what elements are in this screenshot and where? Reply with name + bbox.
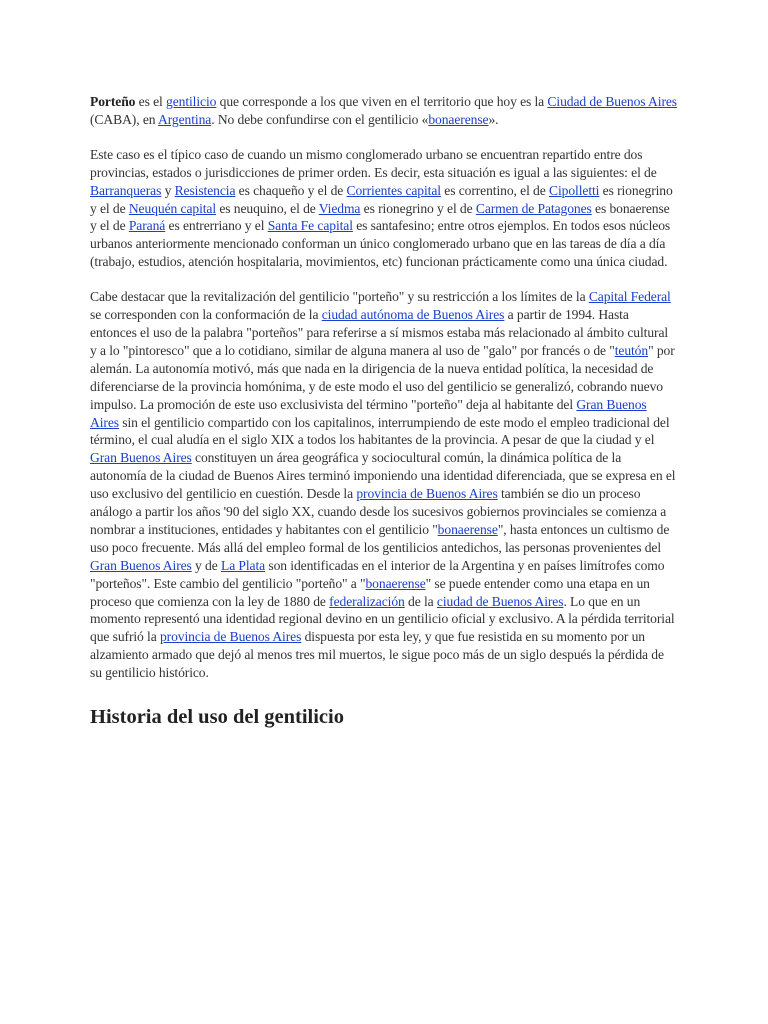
paragraph-intro	[90, 93, 678, 129]
link-bonaerense[interactable]: bonaerense	[428, 111, 489, 127]
text-run: se corresponden con la conformación de la	[90, 307, 322, 323]
link-cipolletti[interactable]: Cipolletti	[549, 182, 600, 198]
link-gran-buenos-aires[interactable]: Gran Buenos Aires	[90, 450, 192, 466]
text-run: (CABA), en	[90, 111, 158, 127]
link-ciudad-autonoma-de-buenos-aires[interactable]: ciudad autónoma de Buenos Aires	[321, 307, 505, 323]
link-argentina[interactable]: Argentina	[158, 111, 212, 127]
link-ciudad-de-buenos-aires[interactable]: Ciudad de Buenos Aires	[547, 94, 677, 109]
link-corrientes-capital[interactable]: Corrientes capital	[346, 182, 441, 198]
text-run: que corresponde a los que viven en el territorio que hoy es la	[216, 94, 548, 109]
link-bonaerense[interactable]: bonaerense	[437, 521, 498, 537]
text-run: es correntino, el de	[440, 182, 549, 198]
link-capital-federal[interactable]: Capital Federal	[588, 289, 671, 305]
text-run: sin el gentilicio compartido con los capitalinos, interrumpiendo de este modo el empleo tradicional del término, el cual aludía en el siglo XIX a todos los habitantes de la provincia. A pesar de que la ciudad y el	[90, 414, 670, 448]
text-run: y	[161, 182, 175, 198]
text-run: " se puede entender como una etapa en un proceso que comienza con la ley de 1880 de	[90, 575, 650, 609]
link-gentilicio[interactable]: gentilicio	[166, 94, 217, 109]
text-run: ».	[488, 111, 499, 127]
link-federalizacion[interactable]: federalización	[329, 593, 405, 609]
text-run: es neuquino, el de	[216, 200, 319, 216]
text-run: a partir de 1994. Hasta entonces el uso de la palabra "porteños" para referirse a sí mismos estaba más relacionado al ámbito cultural y a lo "pintoresco" que a lo cotidiano, similar de alguna manera al uso de "galo" por francés o de "	[90, 307, 669, 358]
link-ciudad-de-buenos-aires[interactable]: ciudad de Buenos Aires	[436, 593, 564, 609]
text-run: de la	[404, 593, 437, 609]
paragraph-revitalization	[90, 288, 678, 682]
text-run: es el	[135, 94, 166, 109]
link-viedma[interactable]: Viedma	[318, 200, 361, 216]
bold-term: Porteño	[90, 94, 136, 109]
link-santa-fe-capital[interactable]: Santa Fe capital	[267, 218, 353, 234]
text-run: es entrerriano y el	[165, 218, 268, 234]
link-parana[interactable]: Paraná	[128, 218, 166, 234]
text-run: . Lo que en un momento representó una identidad regional devino en un gentilicio oficial y exclusivo. A la pérdida territorial que sufrió la	[90, 593, 675, 645]
link-gran-buenos-aires[interactable]: Gran Buenos Aires	[90, 396, 647, 430]
link-teuton[interactable]: teutón	[614, 342, 649, 358]
link-provincia-de-buenos-aires[interactable]: provincia de Buenos Aires	[356, 486, 498, 502]
text-run: es rionegrino y el de	[90, 182, 673, 216]
document-page	[90, 93, 678, 730]
link-gran-buenos-aires[interactable]: Gran Buenos Aires	[90, 557, 192, 573]
text-run: dispuesta por esta ley, y que fue resistida en su momento por un alzamiento armado que dejó al menos tres mil muertos, le sigue poco más de un siglo después la pérdida de su gentilicio histórico.	[90, 629, 664, 681]
paragraph-conglomerate	[90, 146, 678, 271]
text-run: también se dio un proceso análogo a partir los años '90 del siglo XX, cuando desde los sucesivos gobiernos provinciales se comienza a nombrar a instituciones, entidades y habitantes con el gentilicio "	[90, 486, 667, 537]
text-run: es rionegrino y el de	[360, 200, 476, 216]
text-run: constituyen un área geográfica y sociocultural común, la dinámica política de la autonomía de la ciudad de Buenos Aires terminó imponiendo una identidad diferenciada, que se expresa en el uso exclusivo del gentilicio en cuestión. Desde la	[90, 450, 676, 502]
link-provincia-de-buenos-aires[interactable]: provincia de Buenos Aires	[159, 629, 302, 645]
link-carmen-de-patagones[interactable]: Carmen de Patagones	[475, 200, 592, 216]
text-run: es santafesino; entre otros ejemplos. En todos esos núcleos urbanos anteriormente mencionado conforman un único conglomerado urbano que en las tareas de día a día (trabajo, estudios, atención hospitalaria, movimientos, etc) funcionan prácticamente como una única ciudad.	[90, 218, 671, 270]
text-run: . No debe confundirse con el gentilicio «	[211, 111, 429, 127]
text-run: Cabe destacar que la revitalización del gentilicio "porteño" y su restricción a los límites de la	[90, 289, 589, 305]
text-run: Este caso es el típico caso de cuando un mismo conglomerado urbano se encuentran repartido entre dos provincias, estados o jurisdicciones de primer orden. Es decir, esta situación es igual a las siguientes: el de	[90, 146, 657, 180]
link-resistencia[interactable]: Resistencia	[174, 182, 236, 198]
link-la-plata[interactable]: La Plata	[220, 557, 266, 573]
text-run: son identificadas en el interior de la Argentina y en países limítrofes como "porteños". Este cambio del gentilicio "porteño" a "	[90, 557, 665, 591]
text-run: ", hasta entonces un cultismo de uso poco frecuente. Más allá del empleo formal de los gentilicios antedichos, las personas provenientes del	[90, 521, 670, 555]
link-barranqueras[interactable]: Barranqueras	[90, 182, 162, 198]
text-run: " por alemán. La autonomía motivó, más que nada en la dirigencia de la nueva entidad política, la necesidad de diferenciarse de la provincia homónima, y de este modo el uso del gentilicio se generalizó, cobrando nuevo impulso. La promoción de este uso exclusivista del término "porteño" deja al habitante del	[90, 342, 675, 412]
text-run: es bonaerense y el de	[90, 200, 670, 234]
text-run: y de	[191, 557, 221, 573]
link-neuquen-capital[interactable]: Neuquén capital	[128, 200, 217, 216]
section-heading: Historia del uso del gentilicio	[90, 706, 344, 729]
text-run: es chaqueño y el de	[235, 182, 347, 198]
link-bonaerense[interactable]: bonaerense	[365, 575, 426, 591]
